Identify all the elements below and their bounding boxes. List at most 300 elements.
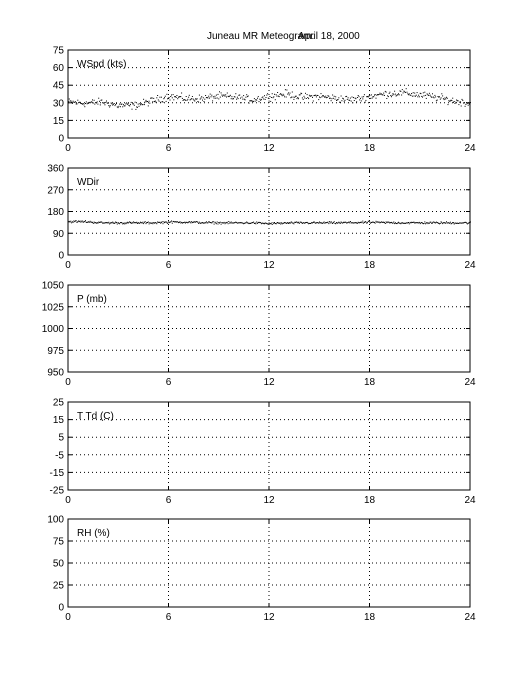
data-point <box>97 101 98 102</box>
data-point <box>105 102 106 103</box>
data-point <box>213 221 214 222</box>
data-point <box>428 95 429 96</box>
data-point <box>139 103 140 104</box>
data-point <box>434 97 435 98</box>
data-point <box>256 100 257 101</box>
data-point <box>238 98 239 99</box>
data-point <box>317 95 318 96</box>
data-point <box>82 221 83 222</box>
data-point <box>356 101 357 102</box>
data-point <box>84 221 85 222</box>
data-point <box>145 221 146 222</box>
data-point <box>362 222 363 223</box>
data-point <box>218 98 219 99</box>
data-point <box>230 222 231 223</box>
data-point <box>156 223 157 224</box>
data-point <box>330 98 331 99</box>
data-point <box>453 222 454 223</box>
data-point <box>306 98 307 99</box>
data-point <box>152 101 153 102</box>
data-point <box>214 96 215 97</box>
data-point <box>231 96 232 97</box>
data-point <box>425 95 426 96</box>
data-point <box>148 222 149 223</box>
data-point <box>349 100 350 101</box>
data-point <box>432 93 433 94</box>
data-point <box>269 101 270 102</box>
x-tick-label: 24 <box>464 377 476 388</box>
data-point <box>92 222 93 223</box>
data-point <box>233 98 234 99</box>
data-point <box>97 223 98 224</box>
data-point <box>201 96 202 97</box>
data-point <box>125 105 126 106</box>
data-point <box>204 101 205 102</box>
data-point <box>104 103 105 104</box>
data-point <box>206 221 207 222</box>
data-point <box>415 96 416 97</box>
data-point <box>211 96 212 97</box>
data-point <box>402 89 403 90</box>
data-point <box>140 104 141 105</box>
data-point <box>448 104 449 105</box>
data-point <box>262 96 263 97</box>
data-point <box>331 100 332 101</box>
data-point <box>452 98 453 99</box>
data-point <box>242 97 243 98</box>
data-point <box>130 222 131 223</box>
x-tick-label: 18 <box>363 260 376 271</box>
data-point <box>389 92 390 93</box>
data-point <box>343 98 344 99</box>
data-point <box>455 102 456 103</box>
data-point <box>119 223 120 224</box>
data-point <box>170 96 171 97</box>
data-point <box>80 221 81 222</box>
data-point <box>246 94 247 95</box>
data-point <box>203 97 204 98</box>
data-point <box>231 222 232 223</box>
data-point <box>187 99 188 100</box>
data-point <box>236 99 237 100</box>
data-point <box>312 97 313 98</box>
data-point <box>268 224 269 225</box>
data-point <box>147 101 148 102</box>
data-point <box>217 98 218 99</box>
data-point <box>198 223 199 224</box>
data-point <box>427 93 428 94</box>
data-point <box>143 223 144 224</box>
data-point <box>405 92 406 93</box>
data-point <box>136 222 137 223</box>
data-point <box>191 98 192 99</box>
data-point <box>397 94 398 95</box>
data-point <box>455 103 456 104</box>
data-point <box>188 97 189 98</box>
data-point <box>410 95 411 96</box>
data-point <box>332 223 333 224</box>
x-tick-label: 6 <box>165 612 172 623</box>
data-point <box>265 99 266 100</box>
data-point <box>320 97 321 98</box>
data-point <box>101 222 102 223</box>
y-tick-label: 0 <box>58 133 64 145</box>
data-point <box>215 98 216 99</box>
data-point <box>365 102 366 103</box>
data-point <box>357 223 358 224</box>
data-point <box>144 104 145 105</box>
data-point <box>190 222 191 223</box>
data-point <box>301 93 302 94</box>
data-point <box>111 103 112 104</box>
data-point <box>460 101 461 102</box>
data-point <box>80 102 81 103</box>
data-point <box>319 222 320 223</box>
data-point <box>419 96 420 97</box>
data-point <box>389 93 390 94</box>
data-point <box>219 91 220 92</box>
data-point <box>384 222 385 223</box>
data-point <box>245 99 246 100</box>
data-point <box>94 104 95 105</box>
data-point <box>340 102 341 103</box>
x-tick-label: 18 <box>363 495 376 506</box>
data-point <box>263 99 264 100</box>
data-point <box>442 95 443 96</box>
data-point <box>417 96 418 97</box>
data-point <box>364 222 365 223</box>
data-point <box>422 97 423 98</box>
data-point <box>302 97 303 98</box>
x-tick-label: 0 <box>65 612 71 623</box>
data-point <box>414 96 415 97</box>
x-tick-label: 18 <box>363 143 376 154</box>
data-point <box>235 97 236 98</box>
data-point <box>273 222 274 223</box>
data-point <box>303 99 304 100</box>
data-point <box>395 94 396 95</box>
data-point <box>173 99 174 100</box>
data-point <box>248 96 249 97</box>
y-tick-label: 15 <box>52 415 64 427</box>
data-point <box>353 97 354 98</box>
data-point <box>73 101 74 102</box>
data-point <box>209 98 210 99</box>
data-point <box>132 109 133 110</box>
data-point <box>204 99 205 100</box>
data-point <box>221 92 222 93</box>
y-tick-label: 180 <box>47 207 64 218</box>
data-point <box>172 223 173 224</box>
data-point <box>76 220 77 221</box>
data-point <box>359 96 360 97</box>
y-tick-label: 15 <box>52 115 64 127</box>
data-point <box>259 101 260 102</box>
data-point <box>291 97 292 98</box>
data-point <box>216 223 217 224</box>
data-point <box>109 107 110 108</box>
data-point <box>115 104 116 105</box>
data-point <box>437 100 438 101</box>
data-point <box>375 94 376 95</box>
data-point <box>85 103 86 104</box>
data-point <box>279 96 280 97</box>
y-tick-label: 950 <box>47 367 64 379</box>
x-tick-label: 12 <box>263 377 275 388</box>
data-point <box>69 99 70 100</box>
data-point <box>225 94 226 95</box>
data-point <box>357 97 358 98</box>
data-point <box>75 101 76 102</box>
data-point <box>289 222 290 223</box>
data-point <box>450 222 451 223</box>
data-point <box>344 101 345 102</box>
data-point <box>193 99 194 100</box>
data-point <box>289 94 290 95</box>
data-point <box>375 223 376 224</box>
data-point <box>444 99 445 100</box>
data-point <box>116 222 117 223</box>
data-point <box>201 98 202 99</box>
data-point <box>394 91 395 92</box>
data-point <box>321 96 322 97</box>
data-point <box>163 102 164 103</box>
data-point <box>417 92 418 93</box>
data-point <box>108 105 109 106</box>
data-point <box>198 102 199 103</box>
data-point <box>354 100 355 101</box>
data-point <box>159 97 160 98</box>
data-point <box>362 221 363 222</box>
data-point <box>394 223 395 224</box>
data-point <box>314 221 315 222</box>
x-tick-label: 12 <box>263 143 275 154</box>
data-point <box>288 223 289 224</box>
data-point <box>235 93 236 94</box>
data-point <box>141 103 142 104</box>
data-point <box>176 95 177 96</box>
data-point <box>376 98 377 99</box>
data-point <box>333 98 334 99</box>
data-point <box>352 102 353 103</box>
data-point <box>266 97 267 98</box>
data-point <box>393 94 394 95</box>
data-point <box>193 222 194 223</box>
data-point <box>451 100 452 101</box>
data-point <box>210 94 211 95</box>
data-point <box>225 223 226 224</box>
data-point <box>142 223 143 224</box>
data-point <box>253 222 254 223</box>
data-point <box>350 98 351 99</box>
data-point <box>173 94 174 95</box>
data-point <box>135 109 136 110</box>
data-point <box>230 95 231 96</box>
data-point <box>72 103 73 104</box>
data-point <box>126 102 127 103</box>
panel-label: P (mb) <box>77 294 107 305</box>
data-point <box>217 222 218 223</box>
data-point <box>243 95 244 96</box>
x-tick-label: 0 <box>65 377 71 388</box>
data-point <box>309 95 310 96</box>
data-point <box>269 96 270 97</box>
data-point <box>91 101 92 102</box>
data-point <box>430 95 431 96</box>
data-point <box>171 95 172 96</box>
y-tick-label: 5 <box>58 432 64 444</box>
data-point <box>270 101 271 102</box>
data-point <box>341 96 342 97</box>
data-point <box>214 224 215 225</box>
data-point <box>424 223 425 224</box>
data-point <box>170 100 171 101</box>
y-tick-label: 90 <box>52 228 64 240</box>
data-point <box>152 222 153 223</box>
x-tick-label: 12 <box>263 495 275 506</box>
data-point <box>308 98 309 99</box>
data-point <box>146 100 147 101</box>
data-point <box>406 88 407 89</box>
data-point <box>96 102 97 103</box>
data-point <box>143 99 144 100</box>
panel-label: T Td (C) <box>77 411 114 422</box>
data-point <box>137 107 138 108</box>
data-point <box>328 96 329 97</box>
data-point <box>264 95 265 96</box>
data-point <box>365 100 366 101</box>
data-point <box>274 222 275 223</box>
data-point <box>214 98 215 99</box>
data-point <box>305 93 306 94</box>
data-point <box>240 98 241 99</box>
data-point <box>423 92 424 93</box>
data-point <box>371 94 372 95</box>
data-point <box>286 223 287 224</box>
data-point <box>254 98 255 99</box>
data-point <box>70 222 71 223</box>
data-point <box>257 98 258 99</box>
data-point <box>163 98 164 99</box>
data-point <box>468 105 469 106</box>
data-point <box>287 222 288 223</box>
data-point <box>462 100 463 101</box>
data-point <box>318 99 319 100</box>
data-point <box>431 222 432 223</box>
data-point <box>324 96 325 97</box>
data-point <box>106 101 107 102</box>
y-tick-label: 1050 <box>41 280 64 292</box>
data-point <box>229 96 230 97</box>
data-point <box>338 99 339 100</box>
data-point <box>218 224 219 225</box>
data-point <box>350 221 351 222</box>
data-point <box>180 221 181 222</box>
data-point <box>166 101 167 102</box>
data-point <box>86 101 87 102</box>
data-point <box>334 96 335 97</box>
data-point <box>153 98 154 99</box>
data-point <box>442 223 443 224</box>
data-point <box>349 222 350 223</box>
data-point <box>365 222 366 223</box>
data-point <box>149 101 150 102</box>
data-point <box>282 95 283 96</box>
data-point <box>138 222 139 223</box>
data-point <box>226 97 227 98</box>
data-point <box>187 100 188 101</box>
data-point <box>392 95 393 96</box>
x-tick-label: 6 <box>165 495 172 506</box>
data-point <box>181 93 182 94</box>
data-point <box>445 99 446 100</box>
data-point <box>239 95 240 96</box>
data-point <box>399 94 400 95</box>
data-point <box>118 222 119 223</box>
data-point <box>142 104 143 105</box>
data-point <box>340 223 341 224</box>
data-point <box>211 222 212 223</box>
data-point <box>189 95 190 96</box>
data-point <box>327 97 328 98</box>
x-tick-label: 6 <box>165 260 172 271</box>
data-point <box>441 97 442 98</box>
y-tick-label: 270 <box>47 185 64 197</box>
data-point <box>166 94 167 95</box>
data-point <box>118 107 119 108</box>
data-point <box>348 97 349 98</box>
data-point <box>414 93 415 94</box>
data-point <box>331 221 332 222</box>
data-point <box>352 97 353 98</box>
data-point <box>454 101 455 102</box>
data-point <box>446 221 447 222</box>
data-point <box>199 95 200 96</box>
data-point <box>393 222 394 223</box>
data-point <box>176 97 177 98</box>
data-point <box>424 95 425 96</box>
data-point <box>286 90 287 91</box>
data-point <box>237 97 238 98</box>
panel-1 <box>53 46 476 155</box>
figure-title-station: Juneau MR Meteogram: <box>207 31 315 42</box>
data-point <box>324 222 325 223</box>
data-point <box>407 93 408 94</box>
data-point <box>313 101 314 102</box>
data-point <box>329 221 330 222</box>
data-point <box>384 95 385 96</box>
data-point <box>212 100 213 101</box>
data-point <box>429 223 430 224</box>
data-point <box>122 106 123 107</box>
data-point <box>115 222 116 223</box>
data-point <box>333 222 334 223</box>
data-point <box>185 100 186 101</box>
data-point <box>386 98 387 99</box>
data-point <box>300 94 301 95</box>
data-point <box>413 92 414 93</box>
panel-5 <box>47 515 476 624</box>
data-point <box>139 106 140 107</box>
data-point <box>222 96 223 97</box>
x-tick-label: 0 <box>65 260 71 271</box>
data-point <box>369 222 370 223</box>
y-tick-label: 975 <box>47 345 64 357</box>
data-point <box>276 96 277 97</box>
data-point <box>334 221 335 222</box>
data-point <box>416 95 417 96</box>
data-point <box>277 92 278 93</box>
